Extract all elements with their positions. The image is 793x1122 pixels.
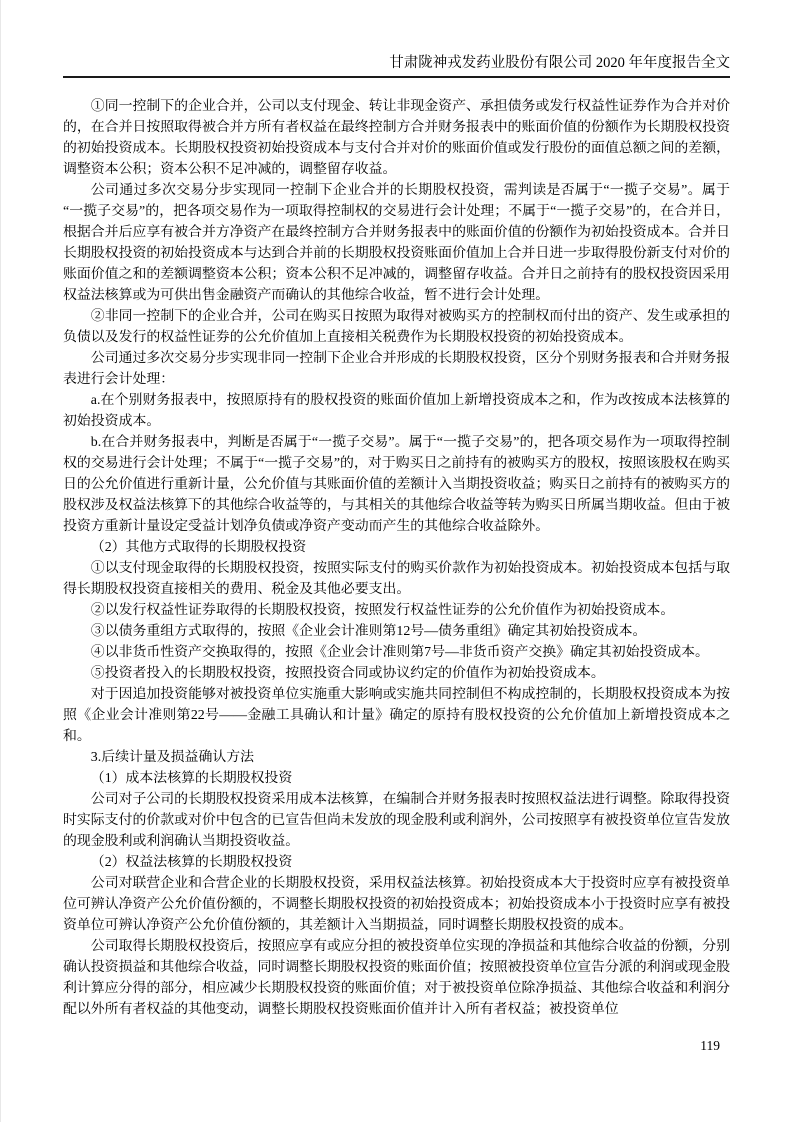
paragraph-equity-method-subsequent: 公司取得长期股权投资后，按照应享有或应分担的被投资单位实现的净损益和其他综合收益的份额，分别确认投资损益和其他综合收益，同时调整长期股权投资的账面价值；按照被投资单位宣告分派的利润或现金股利计算应分得的部分，相应减少长期股权投资的账面价值；对于被投资单位除净损益、其他综合收益和利润分配以外所有者权益的其他变动，调整长期股权投资账面价值并计入所有者权益；被投资单位 [63, 939, 730, 1017]
heading-equity-method: （2）权益法核算的长期股权投资 [90, 855, 293, 870]
heading-cost-method: （1）成本法核算的长期股权投资 [90, 771, 293, 786]
paragraph-item-b-consolidated-statements: b.在合并财务报表中，判断是否属于“一揽子交易”。属于“一揽子交易”的，把各项交易作为一项取得控制权的交易进行会计处理；不属于“一揽子交易”的，对于购买日之前持有的被购买方的股权，按照该股权在购买日的公允价值进行重新计量，公允价值与其账面价值的差额计入当期投资收益；购买日之前持有的被购买方的股权涉及权益法核算下的其他综合收益等的，与其相关的其他综合收益等转为购买日所属当期收益。但由于被投资方重新计量设定受益计划净负债或净资产变动而产生的其他综合收益除外。 [63, 435, 730, 534]
paragraph-equity-method-initial: 公司对联营企业和合营企业的长期股权投资，采用权益法核算。初始投资成本大于投资时应享有被投资单位可辨认净资产公允价值份额的，不调整长期股权投资的初始投资成本；初始投资成本小于投资时应享有被投资单位可辨认净资产公允价值份额的，其差额计入当期损益，同时调整长期股权投资的成本。 [63, 876, 730, 933]
header-rule [63, 76, 730, 78]
document-body [63, 96, 730, 1020]
paragraph-item-2-equity-securities: ②以发行权益性证券取得的长期股权投资，按照发行权益性证券的公允价值作为初始投资成本。 [90, 603, 675, 618]
paragraph-cost-method-detail: 公司对子公司的长期股权投资采用成本法核算，在编制合并财务报表时按照权益法进行调整。除取得投资时实际支付的价款或对价中包含的已宣告但尚未发放的现金股利或利润外，公司按照享有被投资单位宣告发放的现金股利或利润确认当期投资收益。 [63, 792, 730, 849]
page-number: 119 [700, 1038, 720, 1053]
paragraph-merger-same-control: ①同一控制下的企业合并，公司以支付现金、转让非现金资产、承担债务或发行权益性证券作为合并对价的，在合并日按照取得被合并方所有者权益在最终控制方合并财务报表中的账面价值的份额作为长期股权投资的初始投资成本。长期股权投资初始投资成本与支付合并对价的账面价值或发行股份的面值总额之间的差额，调整资本公积；资本公积不足冲减的，调整留存收益。 [63, 99, 730, 177]
paragraph-additional-investment: 对于因追加投资能够对被投资单位实施重大影响或实施共同控制但不构成控制的，长期股权投资成本为按照《企业会计准则第22号——金融工具确认和计量》确定的原持有股权投资的公允价值加上新增投资成本之和。 [63, 687, 730, 744]
paragraph-item-1-cash: ①以支付现金取得的长期股权投资，按照实际支付的购买价款作为初始投资成本。初始投资成本包括与取得长期股权投资直接相关的费用、税金及其他必要支出。 [63, 561, 730, 597]
paragraph-item-3-debt-restructuring: ③以债务重组方式取得的，按照《企业会计准则第12号—债务重组》确定其初始投资成本。 [90, 624, 647, 639]
paragraph-merger-non-same-control: ②非同一控制下的企业合并，公司在购买日按照为取得对被购买方的控制权而付出的资产、发生或承担的负债以及发行的权益性证券的公允价值加上直接相关税费作为长期股权投资的初始投资成本。 [63, 309, 730, 345]
report-title: 甘肃陇神戎发药业股份有限公司 2020 年年度报告全文 [389, 55, 730, 71]
heading-subsequent-measurement: 3.后续计量及损益确认方法 [90, 750, 255, 765]
paragraph-stepwise-non-same-control-intro: 公司通过多次交易分步实现非同一控制下企业合并形成的长期股权投资，区分个别财务报表和合并财务报表进行会计处理： [63, 351, 730, 387]
paragraph-item-5-investor-contribution: ⑤投资者投入的长期股权投资，按照投资合同或协议约定的价值作为初始投资成本。 [90, 666, 605, 681]
page-header [63, 0, 730, 78]
paragraph-stepwise-same-control: 公司通过多次交易分步实现同一控制下企业合并的长期股权投资，需判读是否属于“一揽子交易”。属于“一揽子交易”的，把各项交易作为一项取得控制权的交易进行会计处理；不属于“一揽子交易”的，在合并日，根据合并后应享有被合并方净资产在最终控制方合并财务报表中的账面价值的份额作为初始投资成本。合并日长期股权投资的初始投资成本与达到合并前的长期股权投资账面价值加上合并日进一步取得股份新支付对价的账面价值之和的差额调整资本公积；资本公积不足冲减的，调整留存收益。合并日之前持有的股权投资因采用权益法核算或为可供出售金融资产而确认的其他综合收益，暂不进行会计处理。 [63, 183, 730, 303]
page-footer [63, 1037, 730, 1055]
paragraph-item-4-nonmonetary-exchange: ④以非货币性资产交换取得的，按照《企业会计准则第7号—非货币资产交换》确定其初始投资成本。 [90, 645, 709, 660]
paragraph-item-a-separate-statements: a.在个别财务报表中，按照原持有的股权投资的账面价值加上新增投资成本之和，作为改按成本法核算的初始投资成本。 [63, 393, 730, 429]
heading-other-acquisition-methods: （2）其他方式取得的长期股权投资 [90, 540, 307, 555]
